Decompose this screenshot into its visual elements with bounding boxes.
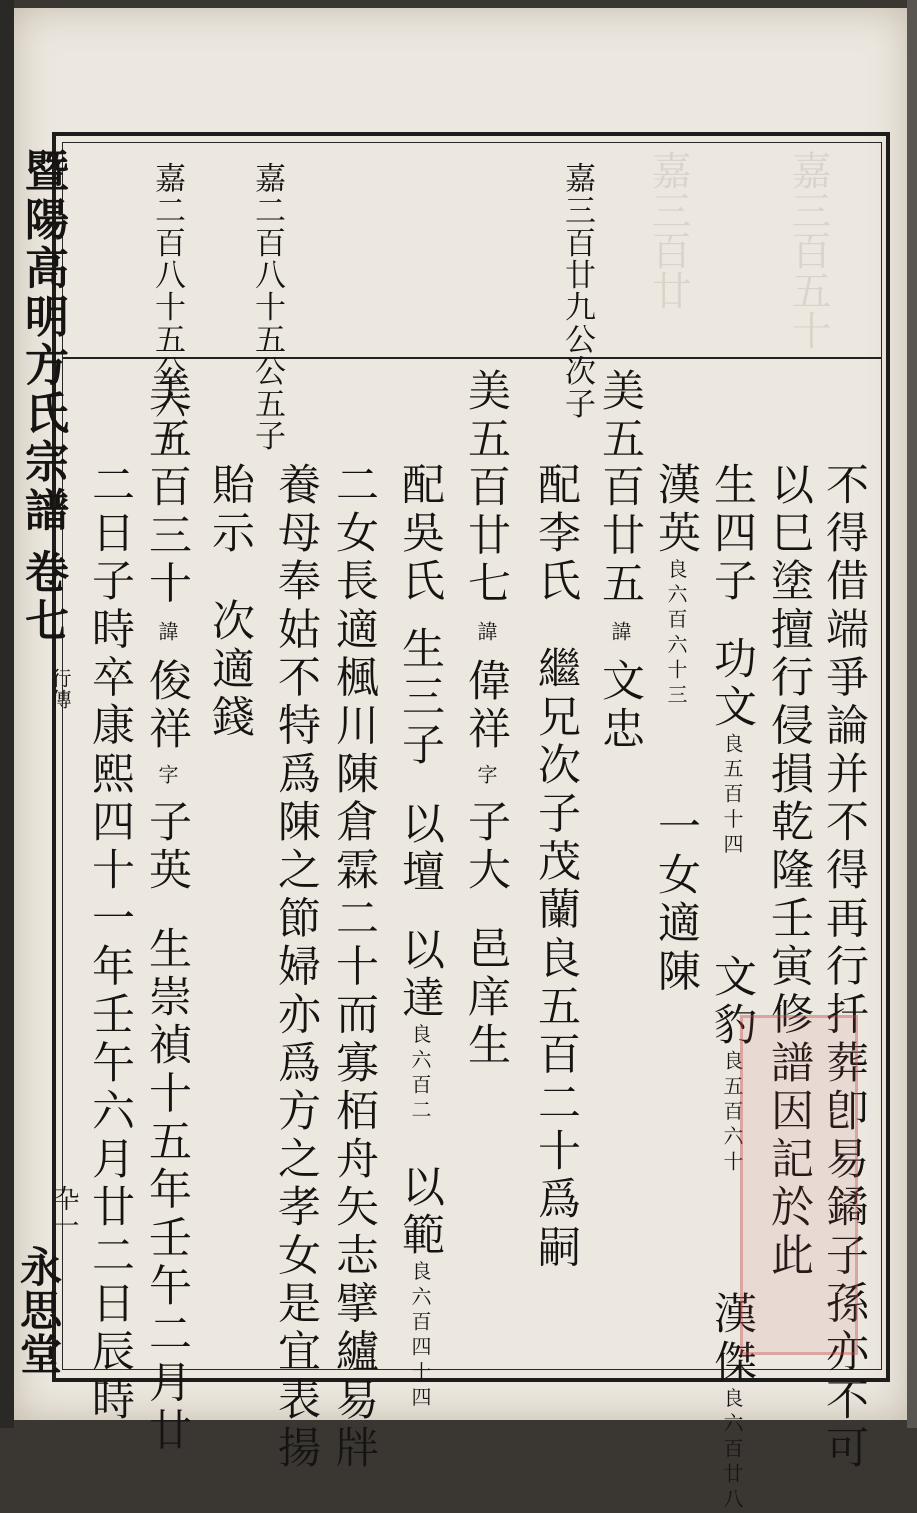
text-column-2: 以巳塗擅行侵損乾隆壬寅修譜因記於此 (764, 462, 814, 1281)
text-column-4: 漢英良六百六十三 一女適陳 (651, 462, 701, 998)
upper-entry-text: 嘉二百八十五公五子 (249, 162, 285, 453)
hall-name: 永思堂 (14, 1245, 63, 1377)
text-column-12: 美五百三十諱俊祥字子英生崇禎十五年壬午二月廿 (142, 368, 192, 1456)
red-collection-seal (740, 1015, 858, 1355)
text-column-6: 配李氏繼兄次子茂蘭良五百二十爲嗣 (531, 462, 581, 1273)
text-column-13: 二日子時卒康熙四十一年壬午六月廿二日辰時 (85, 462, 135, 1426)
section-label: 行傳 (48, 668, 72, 710)
generation-divider (62, 357, 882, 359)
bleed-through: 嘉三百五十 (785, 150, 831, 350)
book-title: 暨陽高明方氏宗譜卷七 (17, 148, 68, 647)
folio-number: 卆一 (49, 1185, 79, 1240)
text-column-1: 不得借端爭論并不得再行扦葬卽易鐍子孫亦不可 (819, 462, 869, 1474)
text-column-9: 二女長適楓川陳倉霖二十而寡栢舟矢志擘纑易牉 (329, 462, 379, 1474)
text-column-10: 養母奉姑不特爲陳之節婦亦爲方之孝女是宜表揚 (271, 462, 321, 1474)
text-column-7: 美五百廿七諱偉祥字子大邑庠生 (461, 368, 511, 1071)
text-column-11: 貽示次適錢 (205, 462, 255, 743)
upper-entry-text: 嘉二百八十五公六子 (149, 162, 185, 453)
scan-right-edge (907, 0, 917, 1428)
text-column-5: 美五百廿五諱文忠 (595, 368, 645, 755)
text-column-3: 生四子功文良五百十四 文豹良五百六十 漢傑良六百廿八 (707, 462, 757, 1513)
upper-entry-3 (560, 162, 594, 420)
bleed-through: 嘉三百廿 (645, 150, 691, 310)
upper-entry-text: 嘉三百廿九公次子 (559, 162, 595, 420)
text-column-8: 配吳氏生三子以壇以達良六百二以範良六百四十四 (395, 462, 445, 1412)
upper-entry-2 (250, 162, 284, 452)
